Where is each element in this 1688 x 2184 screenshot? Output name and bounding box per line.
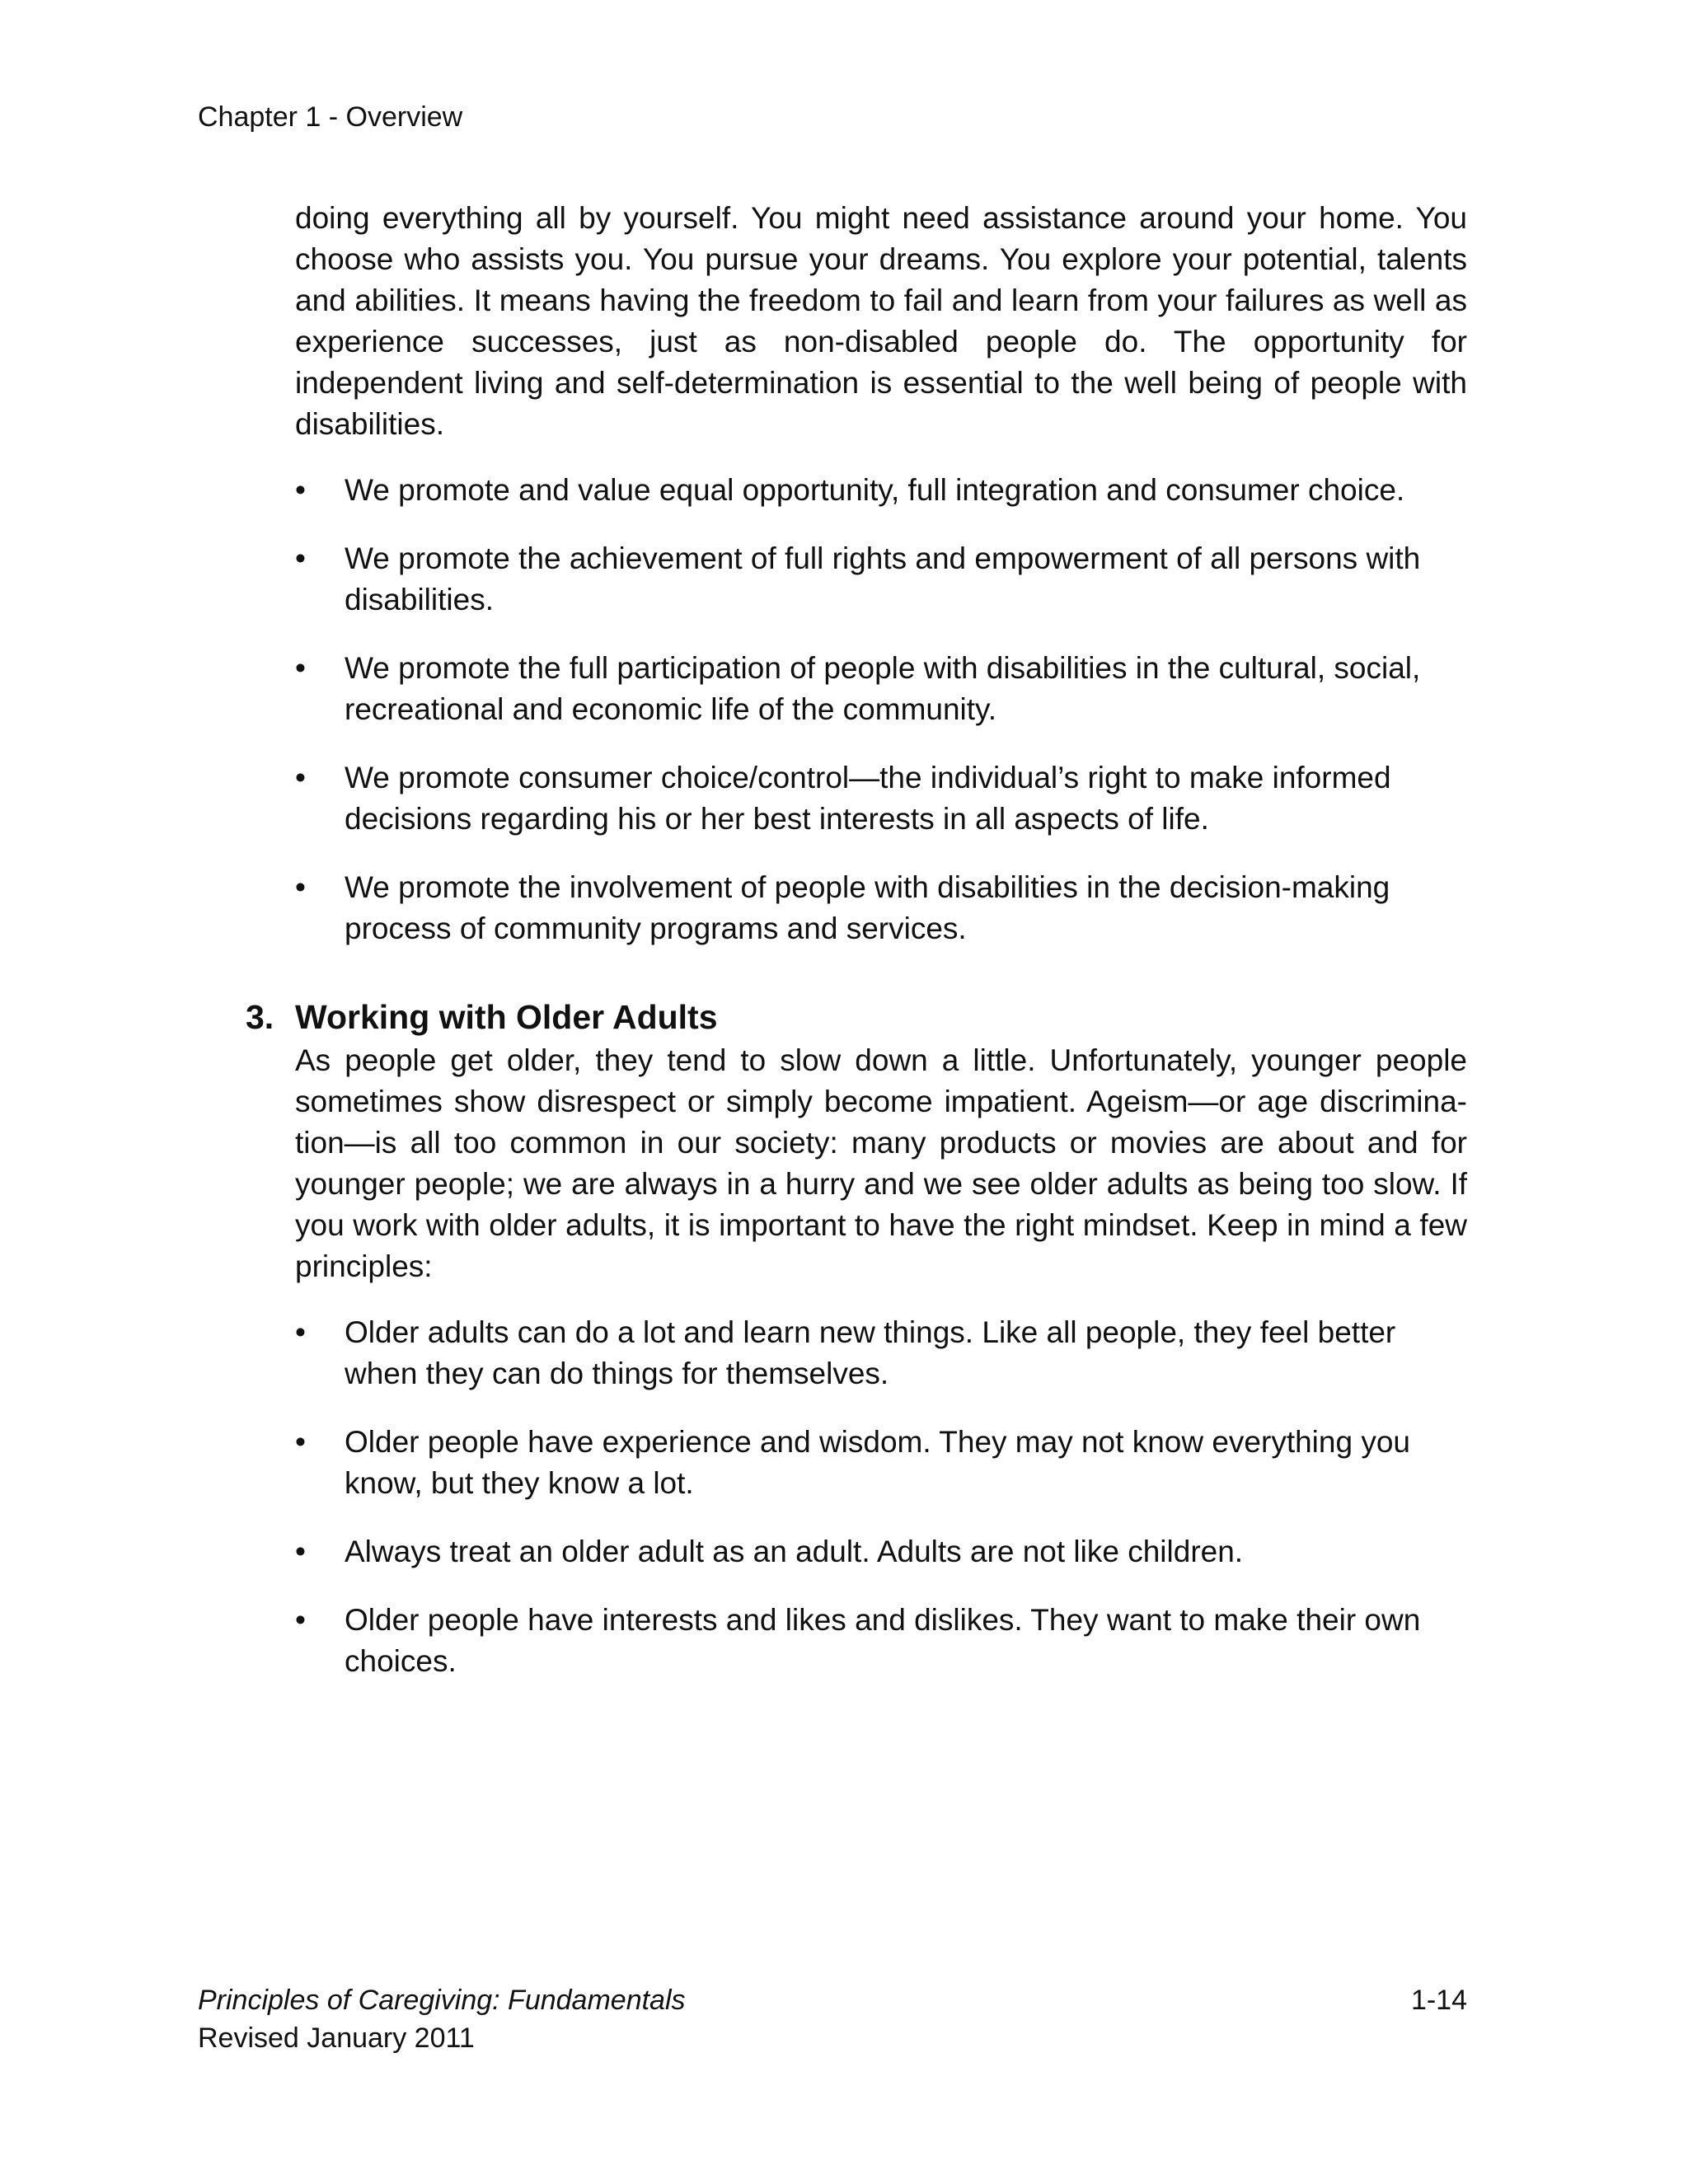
section-title: Working with Older Adults <box>295 998 718 1036</box>
list-item <box>295 648 1467 730</box>
list-item-text: We promote the full participation of people with disabilities in the cultural, social, recreational and economic life of the community. <box>345 651 1421 726</box>
section-older-adults <box>246 996 1467 1682</box>
list-item <box>295 757 1467 840</box>
page-footer <box>198 1981 1467 2057</box>
list-item <box>295 1531 1467 1572</box>
section-paragraph: As people get older, they tend to slow down a little. Unfortunately, younger people sometimes show disrespect or simply become impatient. Ageism—or age discrimination—is all too common in our society: many products or movies are about and for younger people; we are always in a hurry and we see older adults as being too slow. If you work with older adults, it is important to have the right mindset. Keep in mind a few principles: <box>295 1043 1467 1283</box>
list-item-text: We promote the achievement of full rights and empowerment of all persons with disabilities. <box>345 541 1421 616</box>
list-item <box>295 470 1467 511</box>
bullet-icon: • <box>295 1425 306 1459</box>
principles-list <box>295 1312 1467 1682</box>
section-heading <box>246 996 1467 1038</box>
revision-date: Revised January 2011 <box>198 2022 475 2054</box>
bullet-icon: • <box>295 1315 306 1349</box>
bullet-icon: • <box>295 473 306 507</box>
list-item <box>295 1600 1467 1682</box>
list-item-text: We promote the involvement of people with disabilities in the decision-making process of community programs and services. <box>345 870 1390 945</box>
list-item <box>295 1312 1467 1394</box>
footer-row <box>198 1981 1467 2019</box>
bullet-icon: • <box>295 870 306 904</box>
list-item-text: Older people have interests and likes and dislikes. They want to make their own choices. <box>345 1603 1421 1678</box>
page-body <box>246 198 1467 1682</box>
list-item <box>295 1422 1467 1504</box>
footer-title: Principles of Caregiving: Fundamentals <box>198 1985 686 2016</box>
list-item <box>295 538 1467 621</box>
bullet-icon: • <box>295 1535 306 1568</box>
values-list <box>295 470 1467 949</box>
intro-paragraph: doing everything all by yourself. You might need assistance around your home. You choose who assists you. You pursue your dreams. You explore your potential, talents and abilities. It means having the freedom to fail and learn from your failures as well as experience successes, just as non-disabled people do. The opportunity for independent living and self-determination is essential to the well being of people with disabilities. <box>295 201 1467 441</box>
list-item-text: Older people have experience and wisdom. They may not know everything you know, but they know a lot. <box>345 1425 1410 1500</box>
list-item-text: We promote and value equal opportunity, full integration and consumer choice. <box>345 473 1405 507</box>
bullet-icon: • <box>295 1603 306 1637</box>
bullet-icon: • <box>295 761 306 794</box>
bullet-icon: • <box>295 541 306 575</box>
running-header: Chapter 1 - Overview <box>198 101 463 133</box>
page-number: 1-14 <box>1410 1985 1467 2016</box>
list-item <box>295 867 1467 949</box>
list-item-text: We promote consumer choice/control—the individual’s right to make informed decisions regarding his or her best interests in all aspects of life. <box>345 761 1391 836</box>
list-item-text: Always treat an older adult as an adult. Adults are not like children. <box>345 1535 1244 1568</box>
section-number: 3. <box>246 998 274 1036</box>
bullet-icon: • <box>295 651 306 685</box>
list-item-text: Older adults can do a lot and learn new things. Like all people, they feel better when they can do things for themselves. <box>345 1315 1396 1390</box>
